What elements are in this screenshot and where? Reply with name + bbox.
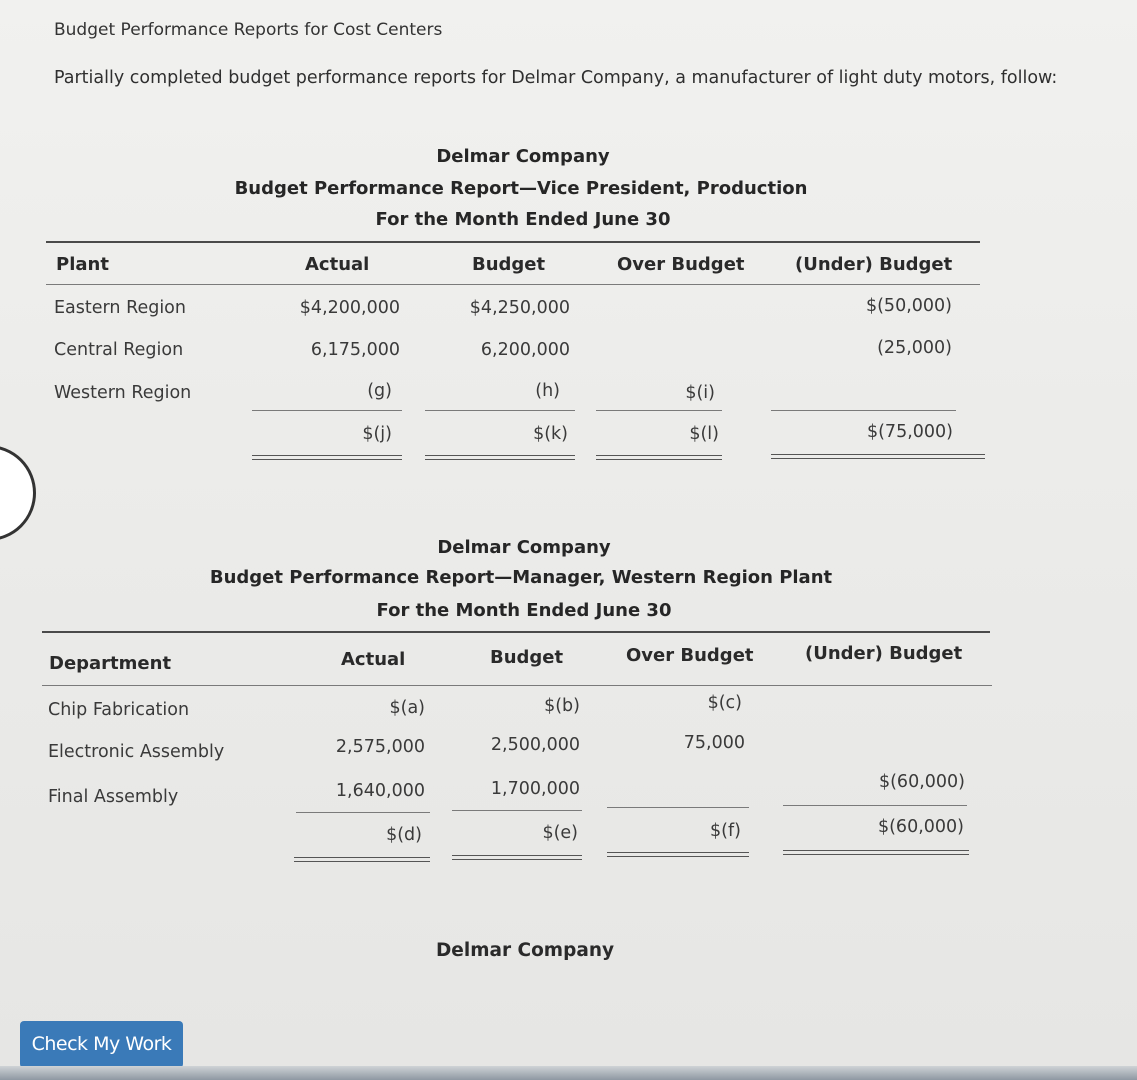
check-my-work-button[interactable]: Check My Work [20, 1021, 183, 1068]
report1-col-over: Over Budget [617, 254, 745, 275]
report1-total-double-rule [425, 455, 575, 460]
report2-col-budget: Budget [490, 647, 564, 668]
report2-header-rule [42, 685, 992, 686]
report1-total-double-rule [771, 454, 985, 459]
report2-cell-budget: 2,500,000 [490, 735, 580, 755]
report2-sum-rule [783, 805, 967, 806]
report1-row-label: Western Region [54, 383, 192, 403]
report2-col-under: (Under) Budget [805, 643, 963, 664]
previous-nav-circle[interactable] [0, 445, 36, 541]
report1-cell-under: (25,000) [877, 338, 952, 358]
report1-total-budget: $(k) [533, 424, 568, 444]
report1-cell-under: $(50,000) [865, 296, 952, 316]
report2-total-double-rule [452, 855, 582, 860]
report1-cell-actual: 6,175,000 [310, 340, 400, 360]
report1-company: Delmar Company [436, 146, 610, 167]
report2-total-double-rule [783, 850, 969, 855]
report1-sum-rule [425, 410, 575, 411]
report2-row-label: Final Assembly [48, 787, 179, 807]
report2-total-actual: $(d) [386, 825, 422, 845]
report2-cell-under: $(60,000) [878, 772, 965, 792]
report1-cell-over: $(i) [685, 383, 715, 403]
report1-top-rule [46, 241, 980, 243]
report2-col-actual: Actual [341, 649, 406, 670]
report2-total-double-rule [607, 852, 749, 857]
report2-row-label: Electronic Assembly [48, 742, 225, 762]
intro-text: Partially completed budget performance reports for Delmar Company, a manufacturer of light duty motors, follow: [54, 68, 1058, 88]
report2-cell-actual: $(a) [389, 698, 425, 718]
page-title: Budget Performance Reports for Cost Centers [54, 20, 443, 40]
report2-company: Delmar Company [437, 537, 611, 558]
report1-row-label: Eastern Region [54, 298, 186, 318]
report1-period: For the Month Ended June 30 [375, 209, 671, 230]
report1-total-actual: $(j) [362, 424, 392, 444]
report1-title: Budget Performance Report—Vice President, Production [234, 178, 808, 199]
report1-col-plant: Plant [56, 254, 109, 275]
report2-row-label: Chip Fabrication [48, 700, 190, 720]
report2-cell-budget: $(b) [544, 696, 580, 716]
report1-total-double-rule [596, 455, 722, 460]
report2-period: For the Month Ended June 30 [376, 600, 672, 621]
report1-total-under: $(75,000) [866, 422, 953, 442]
report2-sum-rule [452, 810, 582, 811]
report2-col-department: Department [49, 653, 172, 674]
report1-sum-rule [771, 410, 956, 411]
report2-sum-rule [296, 812, 430, 813]
report1-header-rule [46, 284, 980, 285]
report2-col-over: Over Budget [626, 645, 754, 666]
report2-total-over: $(f) [710, 821, 741, 841]
report2-total-under: $(60,000) [877, 817, 964, 837]
report2-cell-over: 75,000 [683, 733, 745, 753]
report1-row-label: Central Region [54, 340, 184, 360]
report1-col-budget: Budget [472, 254, 546, 275]
report1-total-over: $(l) [689, 424, 719, 444]
report1-total-double-rule [252, 455, 402, 460]
report2-sum-rule [607, 807, 749, 808]
report1-col-actual: Actual [305, 254, 370, 275]
bottom-bar [0, 1066, 1137, 1080]
report1-sum-rule [252, 410, 402, 411]
report2-cell-actual: 2,575,000 [335, 737, 425, 757]
report2-cell-actual: 1,640,000 [335, 781, 425, 801]
report3-company: Delmar Company [435, 940, 615, 961]
report1-cell-actual: (g) [367, 381, 392, 401]
report1-sum-rule [596, 410, 722, 411]
report2-cell-over: $(c) [707, 693, 742, 713]
report1-cell-budget: 6,200,000 [480, 340, 570, 360]
report1-col-under: (Under) Budget [795, 254, 953, 275]
report1-cell-budget: (h) [535, 381, 560, 401]
report1-cell-budget: $4,250,000 [469, 298, 570, 318]
report2-title: Budget Performance Report—Manager, Western Region Plant [209, 567, 833, 588]
report1-cell-actual: $4,200,000 [299, 298, 400, 318]
report2-cell-budget: 1,700,000 [490, 779, 580, 799]
report2-total-budget: $(e) [542, 823, 578, 843]
report2-total-double-rule [294, 857, 430, 862]
report2-top-rule [42, 631, 990, 633]
